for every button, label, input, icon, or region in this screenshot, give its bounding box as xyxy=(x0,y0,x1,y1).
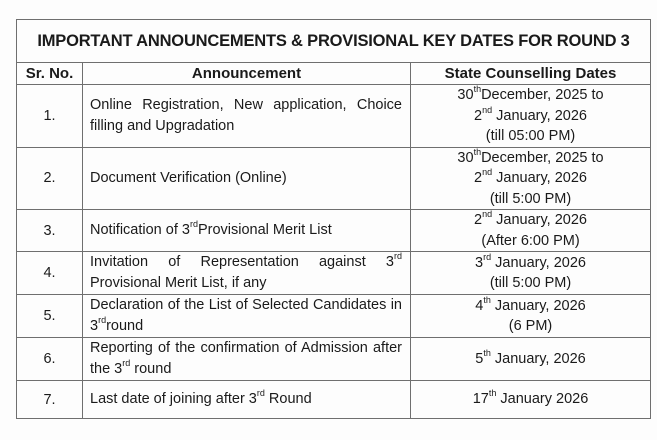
sr-no: 6. xyxy=(17,338,83,381)
sr-no: 2. xyxy=(17,147,83,210)
table-row xyxy=(17,295,651,338)
announcement-text: Document Verification (Online) xyxy=(83,147,411,210)
sr-no: 4. xyxy=(17,252,83,295)
announcement-text: Reporting of the confirmation of Admission after the 3rd round xyxy=(83,338,411,381)
key-dates-table xyxy=(16,19,651,419)
table-row xyxy=(17,210,651,252)
header-sr-no: Sr. No. xyxy=(17,63,83,85)
table-row xyxy=(17,147,651,210)
table-row xyxy=(17,85,651,148)
sr-no: 3. xyxy=(17,210,83,252)
counselling-date: 2nd January, 2026 (After 6:00 PM) xyxy=(411,210,651,252)
counselling-date: 30thDecember, 2025 to 2nd January, 2026 (till 5:00 PM) xyxy=(411,147,651,210)
announcement-text: Declaration of the List of Selected Candidates in 3rdround xyxy=(83,295,411,338)
counselling-date: 17th January 2026 xyxy=(411,381,651,419)
header-dates: State Counselling Dates xyxy=(411,63,651,85)
table-row xyxy=(17,338,651,381)
table-title: IMPORTANT ANNOUNCEMENTS & PROVISIONAL KEY DATES FOR ROUND 3 xyxy=(17,20,651,63)
counselling-date: 5th January, 2026 xyxy=(411,338,651,381)
table-row xyxy=(17,252,651,295)
counselling-date: 30thDecember, 2025 to 2nd January, 2026 (till 05:00 PM) xyxy=(411,85,651,148)
announcement-text: Notification of 3rdProvisional Merit List xyxy=(83,210,411,252)
counselling-date: 3rd January, 2026 (till 5:00 PM) xyxy=(411,252,651,295)
announcement-text: Online Registration, New application, Choice filling and Upgradation xyxy=(83,85,411,148)
announcement-text: Last date of joining after 3rd Round xyxy=(83,381,411,419)
table-row xyxy=(17,381,651,419)
header-announcement: Announcement xyxy=(83,63,411,85)
sr-no: 1. xyxy=(17,85,83,148)
announcement-text: Invitation of Representation against 3rd Provisional Merit List, if any xyxy=(83,252,411,295)
counselling-date: 4th January, 2026 (6 PM) xyxy=(411,295,651,338)
sr-no: 5. xyxy=(17,295,83,338)
sr-no: 7. xyxy=(17,381,83,419)
